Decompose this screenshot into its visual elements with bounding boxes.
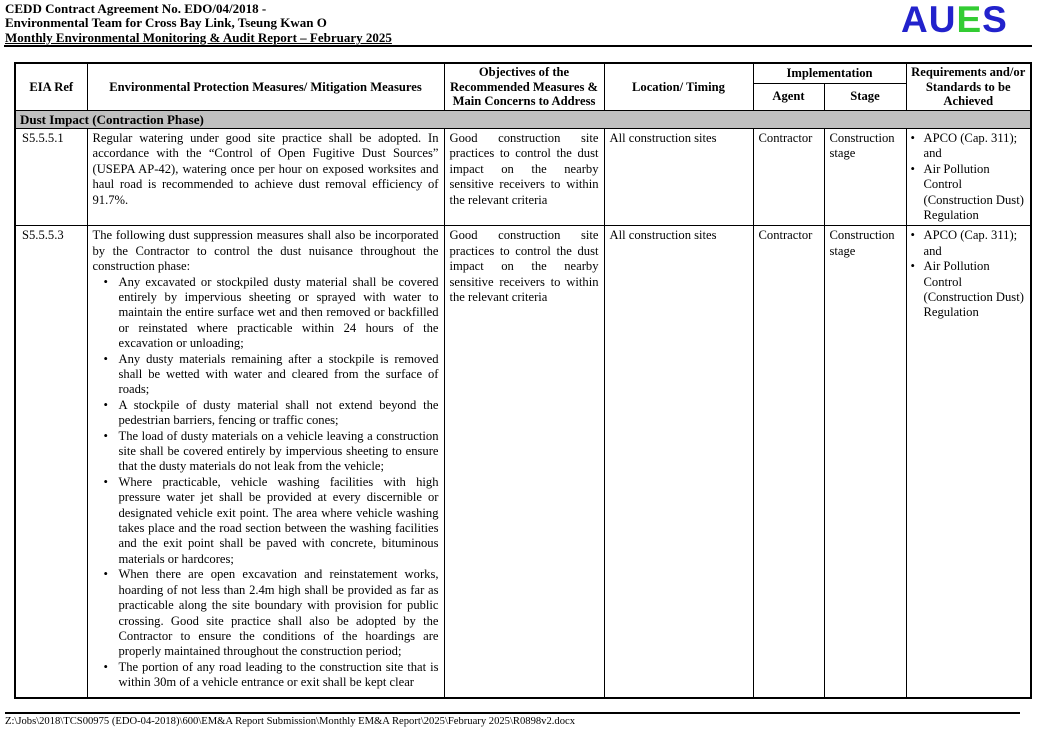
bullet-item [911,259,1028,321]
cell-requirements [906,128,1031,225]
bullet-icon: • [103,474,108,489]
bullet-icon: • [103,351,108,366]
bullet-text: APCO (Cap. 311); and [923,130,1018,161]
bullet-text: Air Pollution Control (Construction Dust) Regulation [923,259,1024,320]
cell-measures [87,128,444,225]
logo-letter: S [982,0,1008,40]
bullet-item [93,567,439,659]
cell-objectives: Good construction site practices to control the dust impact on the nearby sensitive receivers to within the relevant criteria [444,226,604,698]
col-header-implementation: Implementation [753,63,906,83]
cell-measures [87,226,444,698]
col-header-requirements: Requirements and/or Standards to be Achieved [906,63,1031,110]
bullet-item [93,475,439,567]
bullet-icon: • [103,659,108,674]
section-header-row [15,110,1031,128]
bullet-item [911,162,1028,224]
table-row [15,226,1031,698]
cell-eia-ref: S5.5.5.1 [15,128,87,225]
bullet-text: When there are open excavation and reinstatement works, hoarding of not less than 2.4m high shall be provided as far as practicable along the site boundary with provision for public crossing. Good site practice shall also be adopted by the Contractor to ensure the conditions of the hoardings are properly maintained throughout the construction period; [118,567,439,659]
bullet-text: Where practicable, vehicle washing facilities with high pressure water jet shall be provided at every discernible or designated vehicle exit point. The area where vehicle washing takes place and the road section between the washing facilities and the exit point shall be paved with concrete, bituminous materials or hardcores; [118,474,439,566]
table-row [15,128,1031,225]
col-header-stage: Stage [824,83,906,110]
cell-objectives: Good construction site practices to control the dust impact on the nearby sensitive receivers to within the relevant criteria [444,128,604,225]
col-header-objectives: Objectives of the Recommended Measures & Main Concerns to Address [444,63,604,110]
bullet-text: Any dusty materials remaining after a stockpile is removed shall be wetted with water and cleared from the surface of roads; [118,351,439,397]
cell-stage: Construction stage [824,226,906,698]
cell-agent: Contractor [753,128,824,225]
bullet-item [93,275,439,352]
bullet-item [93,429,439,475]
bullet-item [911,131,1028,162]
document-title-block [5,2,392,45]
bullet-item [93,398,439,429]
table-header [15,63,1031,110]
bullet-icon: • [910,161,915,176]
bullet-text: A stockpile of dusty material shall not extend beyond the pedestrian barriers, fencing or traffic cones; [118,397,439,428]
col-header-agent: Agent [753,83,824,110]
bullet-icon: • [103,397,108,412]
bullet-text: Any excavated or stockpiled dusty material shall be covered entirely by impervious sheeting or sprayed with water to maintain the entire surface wet and then removed or backfilled or reinstated where practicable within 24 hours of the excavation or unloading; [118,274,439,351]
bullet-icon: • [910,259,915,274]
col-header-location: Location/ Timing [604,63,753,110]
title-line-2: Environmental Team for Cross Bay Link, Tseung Kwan O [5,15,327,31]
bullet-icon: • [103,567,108,582]
bullet-icon: • [910,228,915,243]
cell-agent: Contractor [753,226,824,698]
bullet-icon: • [910,130,915,145]
footer-file-path: Z:\Jobs\2018\TCS00975 (EDO-04-2018)\600\EM&A Report Submission\Monthly EM&A Report\2025\February 2025\R0898v2.docx [5,716,575,727]
measures-intro: The following dust suppression measures shall also be incorporated by the Contractor to control the dust nuisance throughout the construction phase: [92,228,439,274]
title-line-1: CEDD Contract Agreement No. EDO/04/2018 - [5,1,267,16]
table-body [15,110,1031,698]
header-divider [4,45,1032,47]
logo-letter: U [928,0,957,40]
logo-letter: E [956,0,983,40]
bullet-text: APCO (Cap. 311); and [923,228,1018,258]
bullet-text: The load of dusty materials on a vehicle leaving a construction site shall be covered entirely by impervious sheeting to ensure that the dusty materials do not leak from the vehicle; [118,428,439,474]
measures-intro: Regular watering under good site practice shall be adopted. In accordance with the “Control of Open Fugitive Dust Sources” (USEPA AP-42), watering once per hour on exposed worksites and haul road is recommended to achieve dust removal efficiency of 91.7%. [92,130,439,207]
aues-logo [901,0,1008,40]
bullet-text: Air Pollution Control (Construction Dust) Regulation [923,161,1024,222]
col-header-measures: Environmental Protection Measures/ Mitigation Measures [87,63,444,110]
bullet-item [93,660,439,691]
cell-eia-ref: S5.5.5.3 [15,226,87,698]
bullet-item [93,352,439,398]
bullet-item [911,228,1028,259]
bullet-icon: • [103,274,108,289]
title-line-3: Monthly Environmental Monitoring & Audit Report – February 2025 [5,29,392,45]
cell-location: All construction sites [604,128,753,225]
footer-divider [5,712,1020,714]
mitigation-measures-table [14,62,1032,699]
cell-stage: Construction stage [824,128,906,225]
cell-location: All construction sites [604,226,753,698]
cell-requirements [906,226,1031,698]
bullet-icon: • [103,428,108,443]
col-header-eia-ref: EIA Ref [15,63,87,110]
logo-letter: A [901,0,929,40]
section-title: Dust Impact (Contraction Phase) [15,110,1031,128]
bullet-text: The portion of any road leading to the construction site that is within 30m of a vehicle entrance or exit shall be kept clear [118,659,439,690]
